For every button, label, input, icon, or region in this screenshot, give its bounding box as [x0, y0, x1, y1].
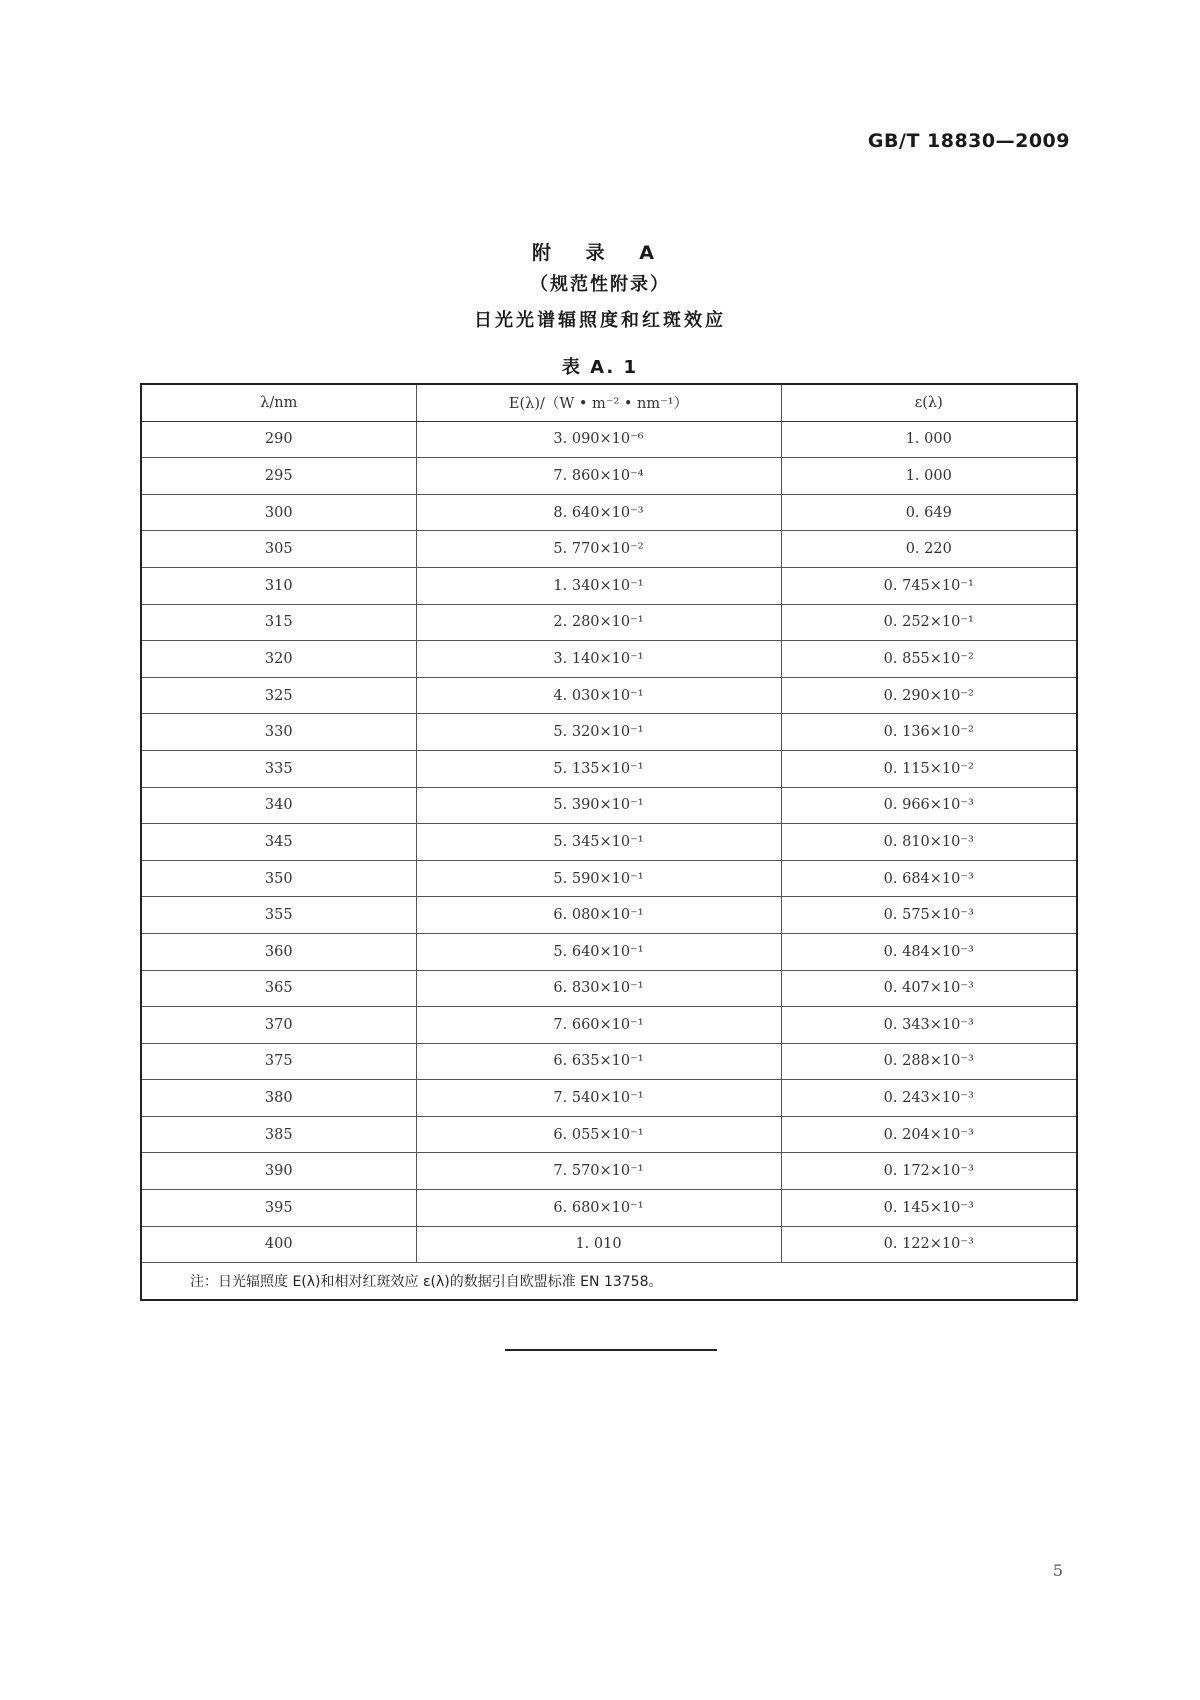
table-note: 注：日光辐照度 E(λ)和相对红斑效应 ε(λ)的数据引自欧盟标准 EN 13758。 — [141, 1263, 1077, 1301]
cell-wavelength: 305 — [141, 531, 416, 568]
cell-erythemal-effect: 0. 855×10⁻² — [781, 641, 1077, 678]
cell-irradiance: 5. 590×10⁻¹ — [416, 860, 781, 897]
cell-irradiance: 3. 140×10⁻¹ — [416, 641, 781, 678]
cell-wavelength: 315 — [141, 604, 416, 641]
cell-irradiance: 5. 770×10⁻² — [416, 531, 781, 568]
cell-irradiance: 8. 640×10⁻³ — [416, 494, 781, 531]
cell-irradiance: 5. 320×10⁻¹ — [416, 714, 781, 751]
cell-wavelength: 380 — [141, 1080, 416, 1117]
spectral-table-container — [140, 383, 1076, 1301]
cell-irradiance: 7. 660×10⁻¹ — [416, 1007, 781, 1044]
cell-erythemal-effect: 0. 136×10⁻² — [781, 714, 1077, 751]
cell-wavelength: 345 — [141, 824, 416, 861]
table-row — [141, 970, 1077, 1007]
end-rule — [505, 1349, 717, 1351]
cell-wavelength: 340 — [141, 787, 416, 824]
table-row — [141, 1080, 1077, 1117]
cell-wavelength: 390 — [141, 1153, 416, 1190]
cell-irradiance: 6. 080×10⁻¹ — [416, 897, 781, 934]
cell-erythemal-effect: 0. 649 — [781, 494, 1077, 531]
cell-erythemal-effect: 0. 252×10⁻¹ — [781, 604, 1077, 641]
table-row — [141, 567, 1077, 604]
table-row — [141, 1116, 1077, 1153]
cell-wavelength: 325 — [141, 677, 416, 714]
page-number: 5 — [1052, 1561, 1063, 1580]
column-header-erythemal-effect: ε(λ) — [781, 384, 1077, 421]
appendix-type: （规范性附录） — [530, 274, 670, 295]
cell-wavelength: 290 — [141, 421, 416, 458]
table-note-row — [141, 1263, 1077, 1301]
table-row — [141, 1007, 1077, 1044]
cell-irradiance: 3. 090×10⁻⁶ — [416, 421, 781, 458]
cell-irradiance: 6. 680×10⁻¹ — [416, 1190, 781, 1227]
table-row — [141, 824, 1077, 861]
appendix-subject: 日光光谱辐照度和红斑效应 — [474, 310, 726, 331]
cell-wavelength: 370 — [141, 1007, 416, 1044]
cell-wavelength: 295 — [141, 458, 416, 495]
cell-irradiance: 5. 135×10⁻¹ — [416, 750, 781, 787]
cell-erythemal-effect: 1. 000 — [781, 421, 1077, 458]
cell-irradiance: 6. 635×10⁻¹ — [416, 1043, 781, 1080]
table-row — [141, 458, 1077, 495]
column-header-wavelength: λ/nm — [141, 384, 416, 421]
cell-irradiance: 5. 345×10⁻¹ — [416, 824, 781, 861]
table-row — [141, 494, 1077, 531]
cell-irradiance: 6. 830×10⁻¹ — [416, 970, 781, 1007]
cell-erythemal-effect: 0. 810×10⁻³ — [781, 824, 1077, 861]
cell-irradiance: 4. 030×10⁻¹ — [416, 677, 781, 714]
cell-erythemal-effect: 0. 343×10⁻³ — [781, 1007, 1077, 1044]
cell-erythemal-effect: 0. 290×10⁻² — [781, 677, 1077, 714]
cell-irradiance: 7. 860×10⁻⁴ — [416, 458, 781, 495]
cell-erythemal-effect: 1. 000 — [781, 458, 1077, 495]
cell-erythemal-effect: 0. 288×10⁻³ — [781, 1043, 1077, 1080]
cell-wavelength: 365 — [141, 970, 416, 1007]
cell-wavelength: 335 — [141, 750, 416, 787]
cell-erythemal-effect: 0. 684×10⁻³ — [781, 860, 1077, 897]
cell-erythemal-effect: 0. 575×10⁻³ — [781, 897, 1077, 934]
table-row — [141, 787, 1077, 824]
cell-erythemal-effect: 0. 407×10⁻³ — [781, 970, 1077, 1007]
cell-erythemal-effect: 0. 204×10⁻³ — [781, 1116, 1077, 1153]
cell-wavelength: 400 — [141, 1226, 416, 1263]
cell-erythemal-effect: 0. 115×10⁻² — [781, 750, 1077, 787]
table-title: 表 A. 1 — [561, 357, 639, 378]
cell-wavelength: 350 — [141, 860, 416, 897]
table-row — [141, 641, 1077, 678]
cell-erythemal-effect: 0. 172×10⁻³ — [781, 1153, 1077, 1190]
cell-irradiance: 7. 540×10⁻¹ — [416, 1080, 781, 1117]
cell-wavelength: 355 — [141, 897, 416, 934]
table-row — [141, 421, 1077, 458]
cell-erythemal-effect: 0. 145×10⁻³ — [781, 1190, 1077, 1227]
cell-erythemal-effect: 0. 243×10⁻³ — [781, 1080, 1077, 1117]
cell-wavelength: 310 — [141, 567, 416, 604]
cell-irradiance: 5. 390×10⁻¹ — [416, 787, 781, 824]
column-header-irradiance: E(λ)/（W • m⁻² • nm⁻¹） — [416, 384, 781, 421]
spectral-irradiance-table — [140, 383, 1078, 1301]
cell-irradiance: 2. 280×10⁻¹ — [416, 604, 781, 641]
table-row — [141, 1226, 1077, 1263]
cell-irradiance: 5. 640×10⁻¹ — [416, 933, 781, 970]
table-row — [141, 750, 1077, 787]
table-row — [141, 1153, 1077, 1190]
table-body — [141, 421, 1077, 1263]
cell-wavelength: 330 — [141, 714, 416, 751]
cell-wavelength: 300 — [141, 494, 416, 531]
cell-wavelength: 360 — [141, 933, 416, 970]
table-row — [141, 933, 1077, 970]
cell-irradiance: 1. 340×10⁻¹ — [416, 567, 781, 604]
cell-erythemal-effect: 0. 484×10⁻³ — [781, 933, 1077, 970]
table-header-row — [141, 384, 1077, 421]
cell-irradiance: 6. 055×10⁻¹ — [416, 1116, 781, 1153]
table-row — [141, 1043, 1077, 1080]
cell-irradiance: 1. 010 — [416, 1226, 781, 1263]
table-row — [141, 897, 1077, 934]
table-row — [141, 677, 1077, 714]
standard-code: GB/T 18830—2009 — [867, 130, 1070, 152]
cell-erythemal-effect: 0. 220 — [781, 531, 1077, 568]
appendix-title: 附 录 A — [532, 242, 668, 264]
cell-wavelength: 395 — [141, 1190, 416, 1227]
table-row — [141, 531, 1077, 568]
table-row — [141, 714, 1077, 751]
cell-wavelength: 375 — [141, 1043, 416, 1080]
cell-erythemal-effect: 0. 966×10⁻³ — [781, 787, 1077, 824]
cell-irradiance: 7. 570×10⁻¹ — [416, 1153, 781, 1190]
table-row — [141, 860, 1077, 897]
cell-wavelength: 385 — [141, 1116, 416, 1153]
table-row — [141, 604, 1077, 641]
table-row — [141, 1190, 1077, 1227]
cell-wavelength: 320 — [141, 641, 416, 678]
cell-erythemal-effect: 0. 745×10⁻¹ — [781, 567, 1077, 604]
cell-erythemal-effect: 0. 122×10⁻³ — [781, 1226, 1077, 1263]
